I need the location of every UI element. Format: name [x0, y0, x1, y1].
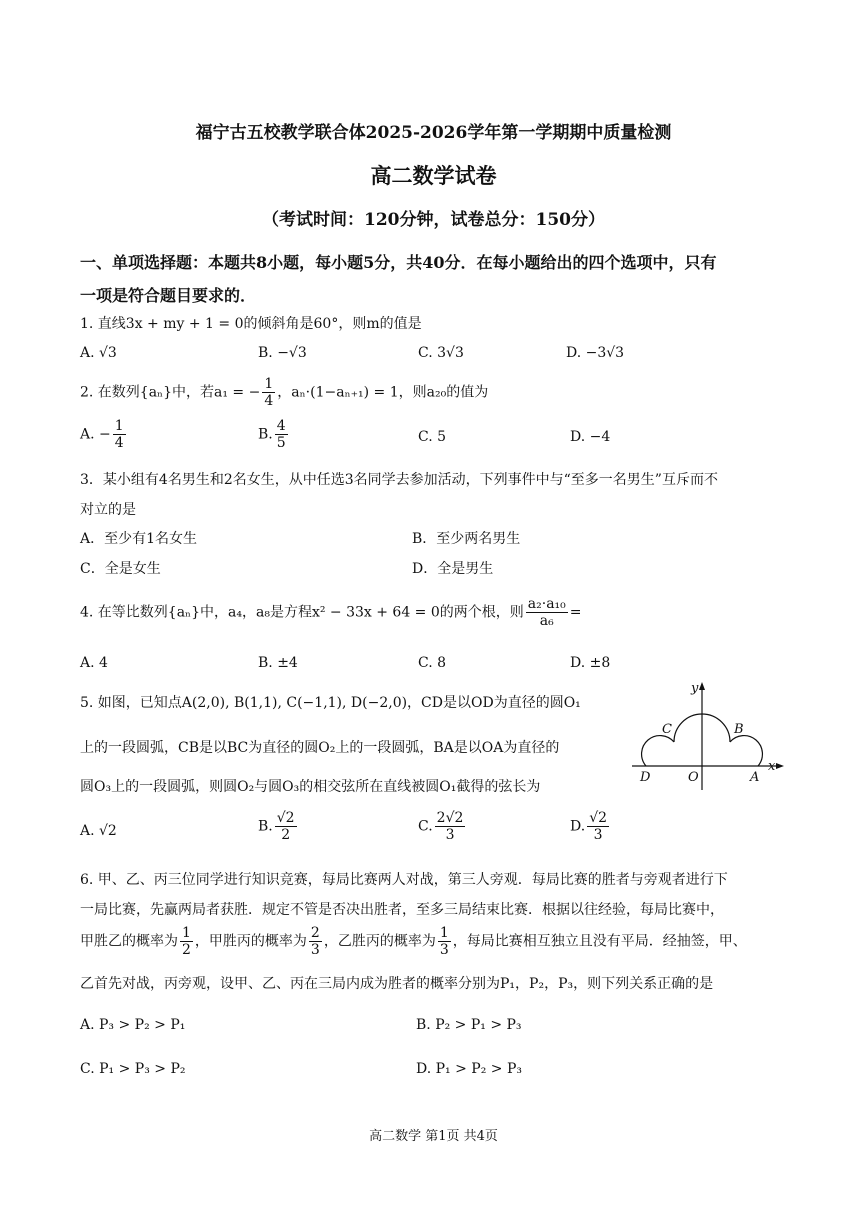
- arc-cd: [642, 736, 674, 766]
- q6-frac3: [438, 925, 451, 958]
- q2-a-den: 4: [114, 435, 124, 451]
- q5-b-den: 2: [281, 827, 291, 843]
- exam-info: （考试时间：120分钟，试卷总分：150分）: [262, 210, 605, 230]
- q2-b-pre: B.: [258, 426, 273, 443]
- q3-stem-line2: 对立的是: [80, 502, 136, 518]
- exam-title: 福宁古五校教学联合体2025-2026学年第一学期期中质量检测: [195, 123, 672, 143]
- q6-frac1-den: 2: [182, 942, 191, 958]
- q6-frac3-num: 1: [439, 925, 449, 941]
- q6-l3a: 甲胜乙的概率为: [80, 933, 178, 950]
- q2-option-d: D. −4: [570, 429, 611, 445]
- q2-a-pre: A. −: [80, 426, 111, 443]
- section-heading-line1: 一、单项选择题：本题共8小题，每小题5分，共40分．在每小题给出的四个选项中，只有: [80, 253, 717, 272]
- q2-a-fraction: [113, 418, 126, 451]
- arc-ba: [730, 736, 762, 766]
- q5-option-c: [418, 810, 467, 843]
- y-axis-arrow: [699, 682, 705, 690]
- q1-option-a: A. √3: [80, 345, 117, 361]
- q5-b-fraction: [275, 810, 297, 843]
- q6-stem-line3: [80, 925, 747, 958]
- q4-option-a: A. 4: [80, 655, 108, 671]
- q4-option-b: B. ±4: [258, 655, 298, 671]
- q1-option-b: B. −√3: [258, 345, 307, 361]
- page-footer: 高二数学 第1页 共4页: [369, 1129, 498, 1144]
- q5-c-fraction: [435, 810, 466, 843]
- x-axis-arrow: [776, 763, 784, 769]
- q2-option-a: [80, 418, 128, 451]
- q6-stem-line4: 乙首先对战，丙旁观，设甲、乙、丙在三局内成为胜者的概率分别为P₁，P₂，P₃，则下列关系正确的是: [80, 976, 714, 992]
- q5-figure: [628, 678, 788, 796]
- q6-frac2-num: 2: [310, 925, 320, 941]
- exam-subject: 高二数学试卷: [370, 163, 497, 188]
- q4-stem: [80, 596, 582, 629]
- q3-stem-line1: 3．某小组有4名男生和2名女生，从中任选3名同学去参加活动，下列事件中与“至多一名男生”互斥而不: [80, 472, 718, 488]
- q5-b-num: √2: [276, 810, 295, 826]
- q6-option-c: C. P₁ > P₃ > P₂: [80, 1061, 186, 1077]
- q5-stem-line2: 上的一段圆弧，CB是以BC为直径的圆O₂上的一段圆弧，BA是以OA为直径的: [80, 740, 560, 756]
- q5-c-num: 2√2: [436, 810, 464, 826]
- q2-a-num: 1: [114, 418, 124, 434]
- q1-stem: 1. 直线3x + my + 1 = 0的倾斜角是60°，则m的值是: [80, 316, 422, 332]
- q6-frac2: [309, 925, 322, 958]
- q3-option-d: D．全是男生: [412, 561, 494, 577]
- q2-b-fraction: [275, 418, 288, 451]
- q4-stem-post: =: [569, 604, 582, 621]
- q2-option-b: [258, 418, 290, 451]
- fig-label-x: x: [768, 759, 776, 774]
- q5-option-b: [258, 810, 299, 843]
- q2-b-num: 4: [276, 418, 286, 434]
- q5-option-a: A. √2: [80, 823, 117, 839]
- q3-option-a: A．至少有1名女生: [80, 531, 198, 547]
- fig-label-b: B: [734, 722, 744, 737]
- q1-option-d: D. −3√3: [566, 345, 625, 361]
- q2-stem: [80, 376, 488, 409]
- q6-option-b: B. P₂ > P₁ > P₃: [416, 1017, 522, 1033]
- q5-stem-line1: 5. 如图，已知点A(2,0), B(1,1), C(−1,1), D(−2,0)，CD是以OD为直径的圆O₁: [80, 695, 581, 711]
- q2-frac-num: 1: [264, 376, 274, 392]
- q6-frac1: [180, 925, 193, 958]
- fig-label-a: A: [750, 770, 760, 785]
- q6-frac3-den: 3: [439, 942, 449, 958]
- q3-option-b: B．至少两名男生: [412, 531, 521, 547]
- q6-l3c: ，乙胜丙的概率为: [323, 933, 436, 950]
- section-heading-line2: 一项是符合题目要求的．: [80, 286, 257, 305]
- q4-frac-den: a₆: [539, 613, 554, 629]
- q2-b-den: 5: [276, 435, 286, 451]
- q6-option-d: D. P₁ > P₂ > P₃: [416, 1061, 522, 1077]
- q6-l3d: ，每局比赛相互独立且没有平局．经抽签，甲、: [452, 933, 747, 950]
- q4-stem-pre: 4. 在等比数列{aₙ}中，a₄，a₈是方程x² − 33x + 64 = 0的两个根，则: [80, 604, 524, 621]
- q5-b-pre: B.: [258, 818, 273, 835]
- q6-frac2-den: 3: [310, 942, 320, 958]
- q4-option-c: C. 8: [418, 655, 447, 671]
- q5-option-d: [570, 810, 611, 843]
- q2-stem-post: ，aₙ·(1−aₙ₊₁) = 1，则a₂₀的值为: [277, 384, 489, 401]
- fig-label-y: y: [691, 681, 699, 696]
- q6-option-a: A. P₃ > P₂ > P₁: [80, 1017, 186, 1033]
- fig-label-o: O: [688, 770, 699, 785]
- q6-l3b: ，甲胜丙的概率为: [194, 933, 307, 950]
- q5-stem-line3: 圆O₃上的一段圆弧，则圆O₂与圆O₃的相交弦所在直线被圆O₁截得的弦长为: [80, 779, 541, 795]
- q5-d-den: 3: [593, 827, 603, 843]
- q4-option-d: D. ±8: [570, 655, 611, 671]
- q4-frac-num: a₂·a₁₀: [527, 596, 566, 612]
- fig-label-c: C: [662, 722, 672, 737]
- q4-fraction: [526, 596, 568, 629]
- fig-label-d: D: [640, 770, 651, 785]
- q1-option-c: C. 3√3: [418, 345, 464, 361]
- q3-option-c: C．全是女生: [80, 561, 161, 577]
- q5-d-pre: D.: [570, 818, 586, 835]
- q5-c-den: 3: [445, 827, 455, 843]
- q2-option-c: C. 5: [418, 429, 447, 445]
- q6-stem-line1: 6. 甲、乙、丙三位同学进行知识竞赛，每局比赛两人对战，第三人旁观．每局比赛的胜者与旁观者进行下: [80, 872, 728, 888]
- q5-c-pre: C.: [418, 818, 433, 835]
- q2-stem-pre: 2. 在数列{aₙ}中，若a₁ = −: [80, 384, 261, 401]
- q5-d-num: √2: [589, 810, 608, 826]
- q6-frac1-num: 1: [182, 925, 191, 941]
- q6-stem-line2: 一局比赛，先赢两局者获胜．规定不管是否决出胜者，至多三局结束比赛．根据以往经验，每局比赛中，: [80, 902, 724, 918]
- q5-d-fraction: [587, 810, 609, 843]
- q2-fraction: [262, 376, 275, 409]
- q2-frac-den: 4: [264, 393, 274, 409]
